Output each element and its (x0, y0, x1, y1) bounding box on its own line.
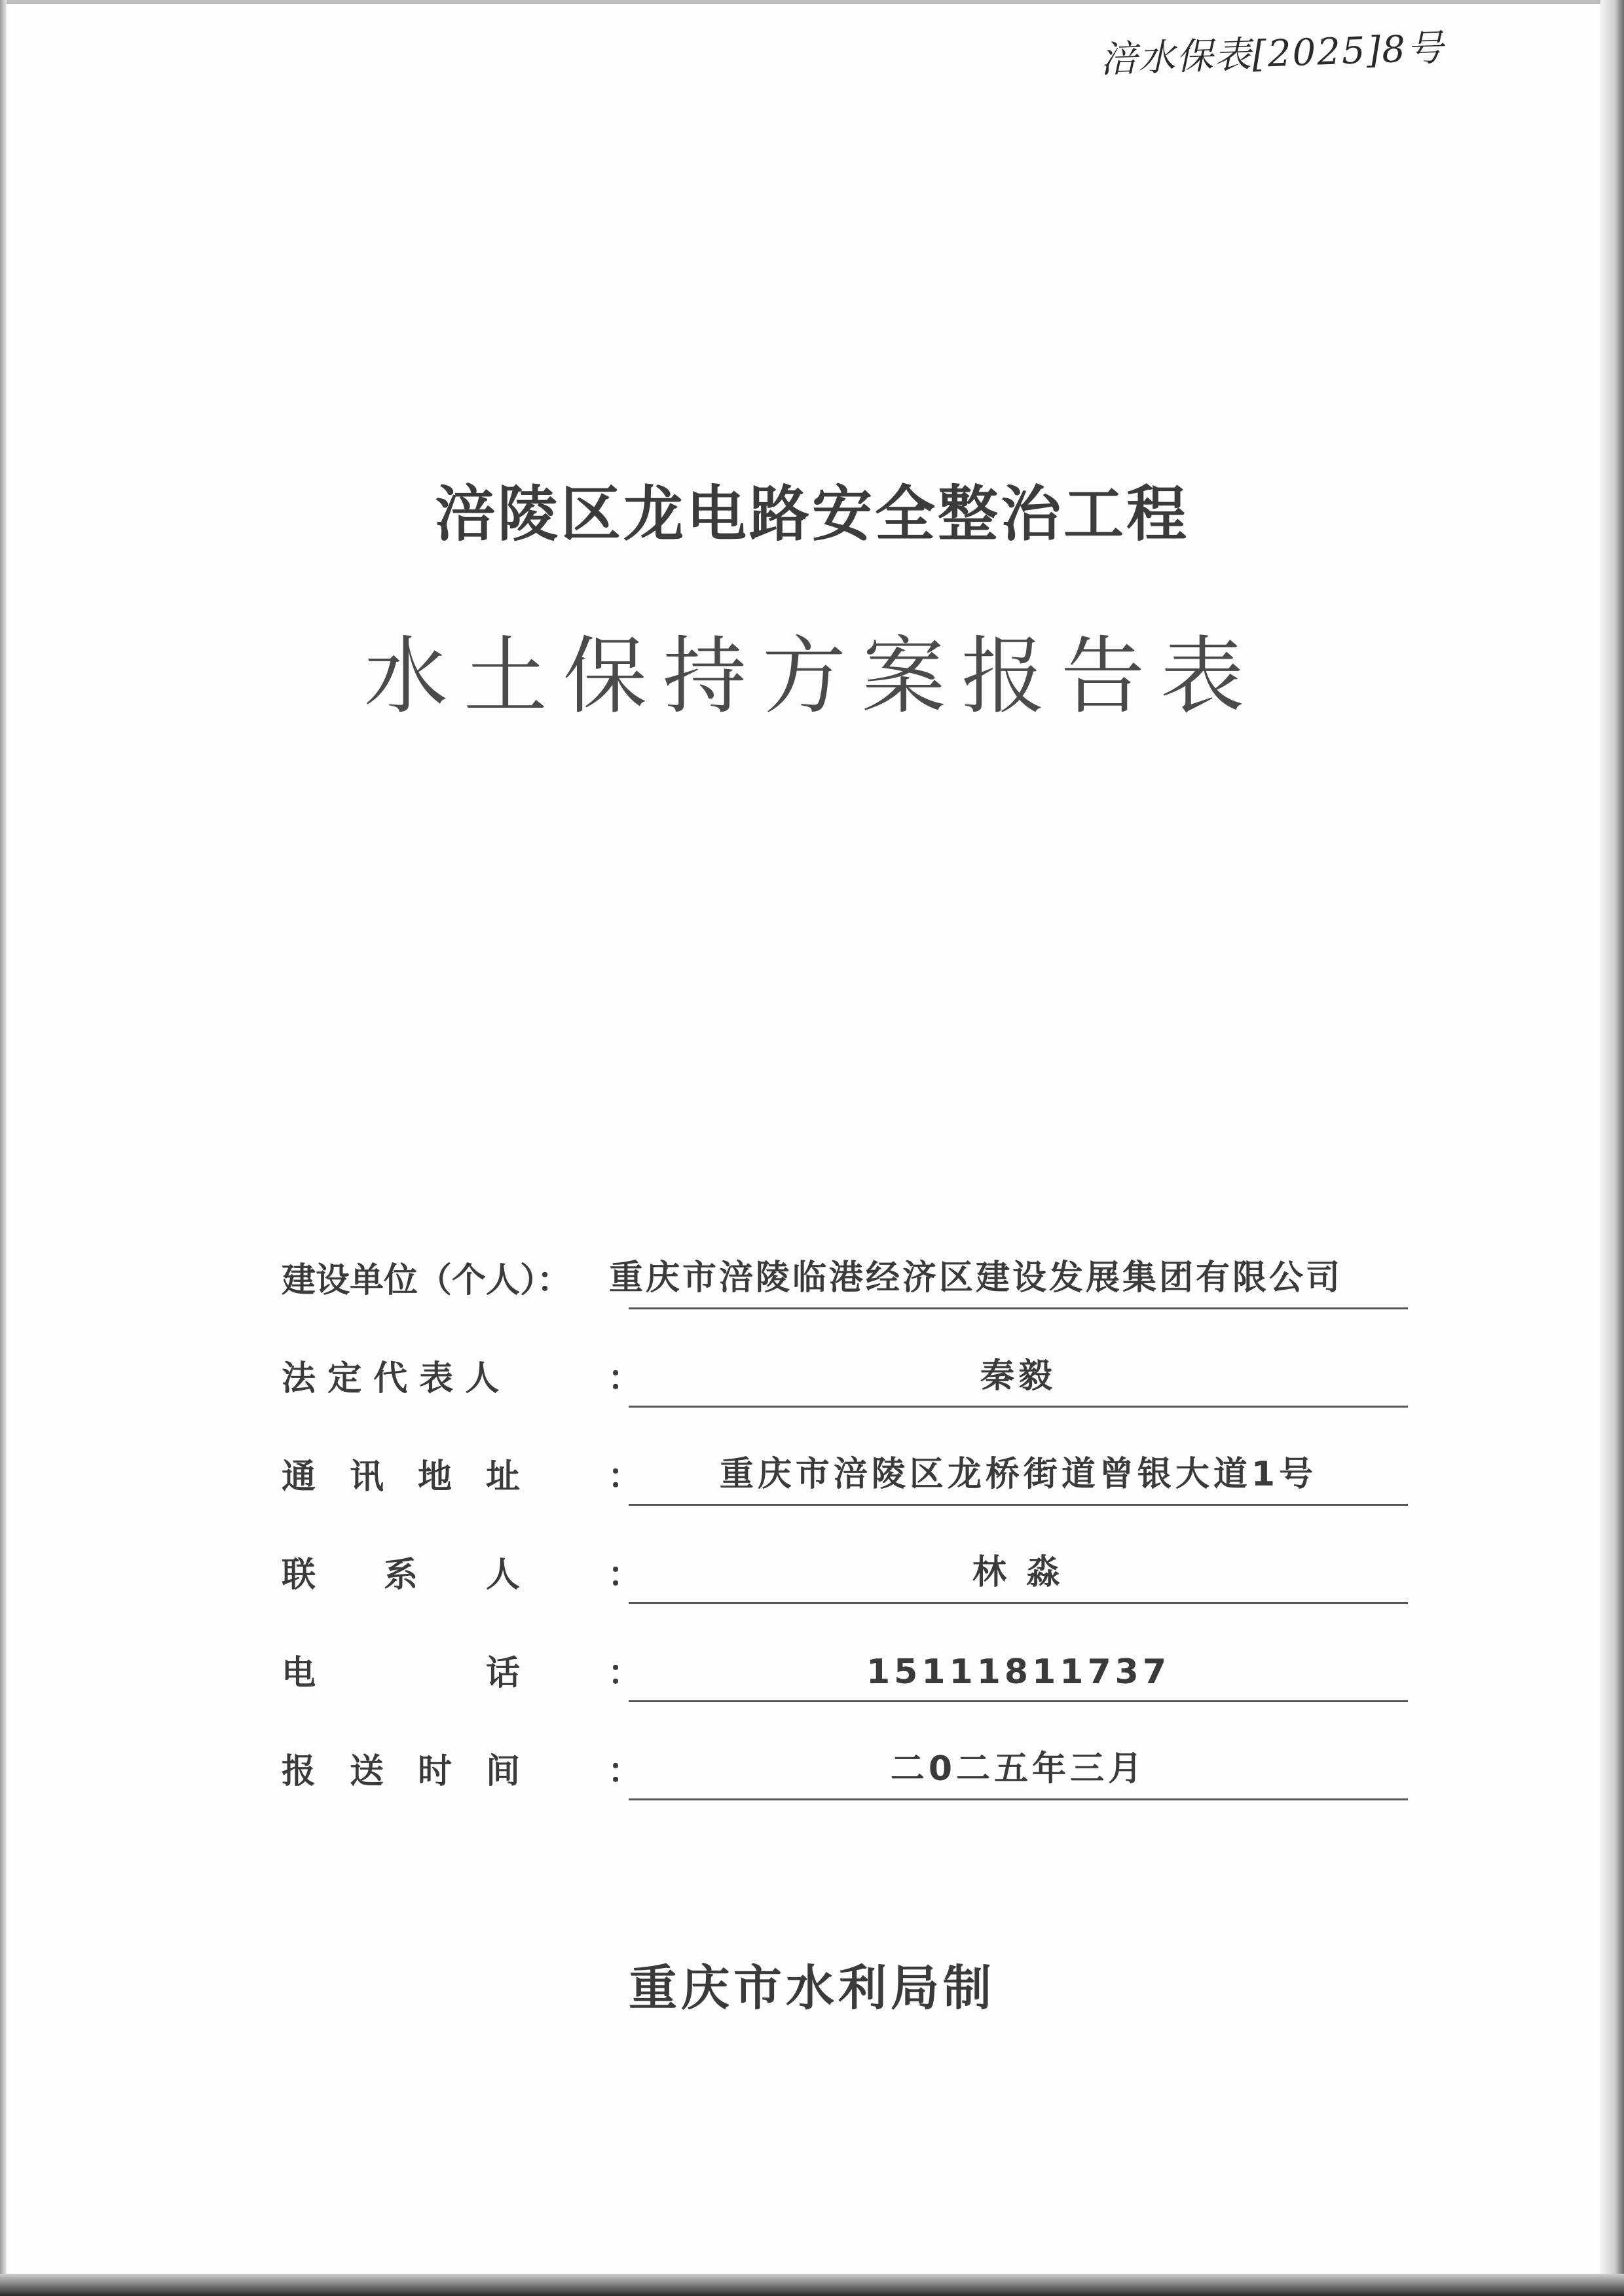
form-underline (629, 1798, 1408, 1800)
form-underline (629, 1307, 1408, 1309)
form-underline (629, 1700, 1408, 1702)
scan-edge-bottom (0, 2274, 1624, 2296)
form-colon: ： (608, 1359, 642, 1398)
form-label-phone: 电 话 (282, 1654, 521, 1693)
issuer-footer: 重庆市水利局制 (629, 1960, 995, 2016)
form-colon: ： (608, 1752, 642, 1791)
form-value-builder: 重庆市涪陵临港经济区建设发展集团有限公司 (609, 1258, 1343, 1298)
form-value-address: 重庆市涪陵区龙桥街道曾银大道1号 (719, 1455, 1318, 1494)
form-underline (629, 1406, 1408, 1408)
form-underline (629, 1602, 1408, 1604)
form-value-legal-representative: 秦毅 (980, 1357, 1056, 1396)
form-label-submission-date: 报 送 时 间 (282, 1752, 521, 1791)
document-title: 水土保持方案报告表 (363, 628, 1260, 725)
form-row-phone (282, 1611, 1408, 1709)
form-value-phone: 15111811737 (866, 1652, 1170, 1692)
form-colon: ： (608, 1457, 642, 1497)
form-value-submission-date: 二0二五年三月 (890, 1749, 1147, 1789)
form-label-contact: 联 系 人 (282, 1556, 521, 1595)
info-form (282, 1218, 1408, 1807)
form-row-contact (282, 1512, 1408, 1611)
form-underline (629, 1504, 1408, 1506)
form-row-address (282, 1414, 1408, 1512)
scan-edge-top (0, 0, 1624, 4)
form-label-address: 通 讯 地 址 (282, 1457, 521, 1497)
form-label-legal-representative: 法 定 代 表 人 (282, 1359, 500, 1398)
project-title: 涪陵区龙电路安全整治工程 (434, 479, 1189, 549)
form-colon: ： (608, 1654, 642, 1693)
handwritten-reference-number: 涪水保表[2025]8号 (1099, 26, 1445, 82)
form-colon: ： (608, 1556, 642, 1595)
form-row-submission-date (282, 1709, 1408, 1807)
form-row-builder (282, 1218, 1408, 1316)
form-label-builder: 建设单位（个人）： (282, 1261, 572, 1300)
form-row-legal-representative (282, 1316, 1408, 1414)
form-value-contact: 林 淼 (972, 1553, 1065, 1592)
